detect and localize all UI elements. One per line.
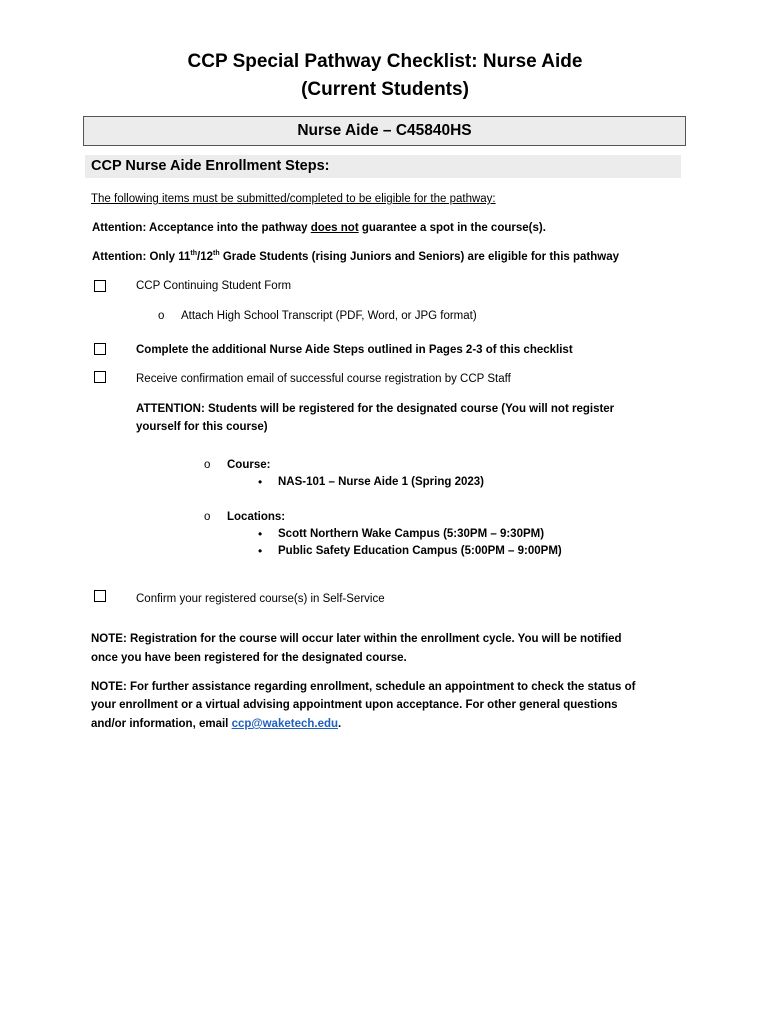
location-1: Scott Northern Wake Campus (5:30PM – 9:30PM) [278,528,545,540]
course-value: NAS-101 – Nurse Aide 1 (Spring 2023) [278,476,485,488]
attention-emphasis: does not [310,222,359,234]
circle-bullet-icon: o [204,511,211,523]
checkbox-nurse-aide-steps[interactable] [94,343,106,355]
intro-text: The following items must be submitted/completed to be eligible for the pathway: [91,193,496,205]
grade-sup-1: th [190,250,198,258]
note-registration-line-2: once you have been registered for the designated course. [91,652,407,664]
bullet-icon: • [258,527,263,541]
program-banner: Nurse Aide – C45840HS [83,116,686,146]
email-link[interactable]: ccp@waketech.edu [231,718,339,730]
registration-attention-line-2: yourself for this course) [136,421,268,433]
note-assistance-line-3 [91,716,341,732]
attention-acceptance [92,220,546,236]
circle-bullet-icon: o [204,459,211,471]
item-transcript: Attach High School Transcript (PDF, Word, or JPG format) [181,310,477,322]
location-2: Public Safety Education Campus (5:00PM – 9:00PM) [278,545,562,557]
item-confirmation-email: Receive confirmation email of successful course registration by CCP Staff [136,373,511,385]
registration-attention-line-1: ATTENTION: Students will be registered for the designated course (You will not register [136,403,615,415]
attention-grades-prefix: Attention: Only 11 [92,251,191,263]
bullet-icon: • [258,544,263,558]
note-email-suffix: . [338,718,342,730]
section-heading: CCP Nurse Aide Enrollment Steps: [85,155,681,178]
checkbox-confirmation-email[interactable] [94,371,106,383]
circle-bullet-icon: o [158,310,165,322]
note-registration-line-1: NOTE: Registration for the course will occur later within the enrollment cycle. You will be notified [91,633,622,645]
checkbox-continuing-form[interactable] [94,280,106,292]
note-email-prefix: and/or information, email [91,718,232,730]
attention-acceptance-suffix: guarantee a spot in the course(s). [358,222,546,234]
item-self-service: Confirm your registered course(s) in Self-Service [136,593,385,605]
locations-label: Locations: [227,511,286,523]
note-assistance-line-2: your enrollment or a virtual advising appointment upon acceptance. For other general questions [91,699,618,711]
grade-sup-2: th [213,250,220,258]
attention-acceptance-prefix: Attention: Acceptance into the pathway [92,222,311,234]
title-line-1: CCP Special Pathway Checklist: Nurse Aide [187,51,583,72]
attention-grades-suffix: Grade Students (rising Juniors and Seniors) are eligible for this pathway [219,251,620,263]
attention-grades-mid: /12 [197,251,214,263]
page-title [0,48,770,104]
checkbox-self-service[interactable] [94,590,106,602]
title-line-2: (Current Students) [301,79,469,100]
attention-grades [92,249,619,265]
note-assistance-line-1: NOTE: For further assistance regarding enrollment, schedule an appointment to check the status of [91,681,636,693]
course-label: Course: [227,459,271,471]
item-nurse-aide-steps: Complete the additional Nurse Aide Steps outlined in Pages 2-3 of this checklist [136,344,573,356]
bullet-icon: • [258,475,263,489]
item-continuing-form: CCP Continuing Student Form [136,280,292,292]
